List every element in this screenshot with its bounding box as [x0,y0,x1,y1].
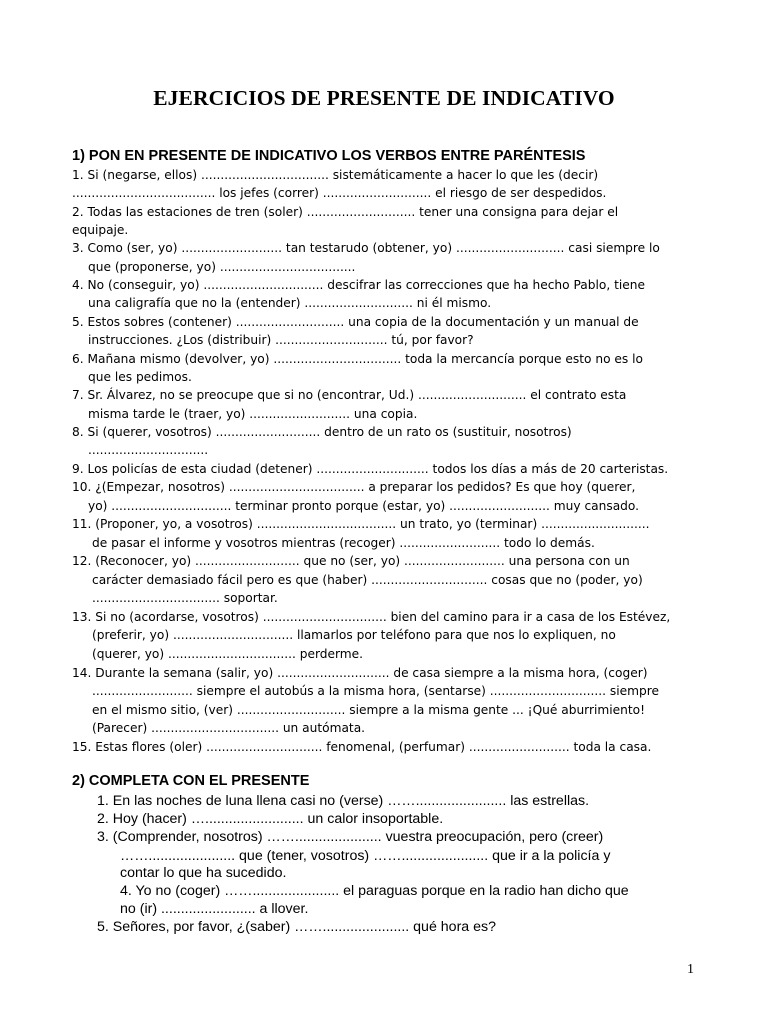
exercise-line: .......................... siempre el autobús a la misma hora, (sentarse) .............................. siempre [92,684,659,698]
exercise-line: 14. Durante la semana (salir, yo) ............................. de casa siempre a la misma hora, (coger) [72,666,648,680]
page-title: EJERCICIOS DE PRESENTE DE INDICATIVO [153,86,615,110]
exercise-line: instrucciones. ¿Los (distribuir) ............................. tú, por favor? [88,333,474,347]
exercise-line: (Parecer) ................................. un autómata. [92,721,366,735]
exercise-line: carácter demasiado fácil pero es que (haber) .............................. cosas que no (poder, yo) [92,573,643,587]
exercise-line: 11. (Proponer, yo, a vosotros) .................................... un trato, yo (terminar) ............................ [72,517,650,531]
exercise-line: de pasar el informe y vosotros mientras (recoger) .......................... todo lo demás. [92,536,595,550]
exercise-line: 2. Todas las estaciones de tren (soler) ............................ tener una consigna para dejar el [72,205,619,219]
exercise-line: 4. Yo no (coger) ……...................... el paraguas porque en la radio han dicho que [120,883,629,899]
exercise-line: misma tarde le (traer, yo) .......................... una copia. [88,407,418,421]
exercise-line: 6. Mañana mismo (devolver, yo) ................................. toda la mercancía porque esto no es lo [72,352,643,366]
section-2-heading: 2) COMPLETA CON EL PRESENTE [72,773,310,789]
exercise-line: 15. Estas flores (oler) .............................. fenomenal, (perfumar) .......................... toda la casa. [72,740,652,754]
exercise-line: 10. ¿(Empezar, nosotros) ................................... a preparar los pedidos? Es que hoy (querer, [72,480,636,494]
exercise-line: ................................. soportar. [92,591,278,605]
exercise-line: en el mismo sitio, (ver) ............................ siempre a la misma gente ... ¡Qué aburrimiento! [92,703,645,717]
exercise-line: 4. No (conseguir, yo) ............................... descifrar las correcciones que ha hecho Pablo, tiene [72,278,645,292]
exercise-line: ............................... [88,443,209,457]
exercise-line: 12. (Reconocer, yo) ........................... que no (ser, yo) .......................... una persona con un [72,554,630,568]
exercise-line: 7. Sr. Álvarez, no se preocupe que si no (encontrar, Ud.) ............................ el contrato esta [72,388,627,402]
exercise-line: 3. (Comprender, nosotros) ……...................... vuestra preocupación, pero (creer) [97,829,604,845]
exercise-line: 8. Si (querer, vosotros) ........................... dentro de un rato os (sustituir, nosotros) [72,425,572,439]
page-number: 1 [687,962,694,977]
exercise-line: 5. Estos sobres (contener) ............................ una copia de la documentación y un manual de [72,315,639,329]
exercise-line: una caligrafía que no la (entender) ............................ ni él mismo. [88,296,492,310]
section-1-heading: 1) PON EN PRESENTE DE INDICATIVO LOS VERBOS ENTRE PARÉNTESIS [72,148,586,164]
exercise-line: (querer, yo) ................................. perderme. [92,647,364,661]
exercise-line: 5. Señores, por favor, ¿(saber) ……...................... qué hora es? [97,919,496,935]
exercise-line: (preferir, yo) ............................... llamarlos por teléfono para que nos lo expliquen, no [92,628,616,642]
exercise-line: 9. Los policías de esta ciudad (detener) ............................. todos los días a más de 20 carteristas. [72,462,669,476]
exercise-line: equipaje. [72,223,129,237]
exercise-line: 2. Hoy (hacer) …......................... un calor insoportable. [97,811,444,827]
exercise-line: contar lo que ha sucedido. [120,865,287,881]
exercise-line: que (proponerse, yo) ................................... [88,260,356,274]
exercise-line: 1. Si (negarse, ellos) ................................. sistemáticamente a hacer lo que les (decir) [72,168,599,182]
exercise-line: ..................................... los jefes (correr) ............................ el riesgo de ser despedidos. [72,186,607,200]
exercise-line: 3. Como (ser, yo) .......................... tan testarudo (obtener, yo) ............................ casi siempre lo [72,241,660,255]
exercise-line: 1. En las noches de luna llena casi no (verse) ……....................... las estrellas. [97,793,590,809]
exercise-line: 13. Si no (acordarse, vosotros) ................................ bien del camino para ir a casa de los Estévez, [72,610,671,624]
exercise-line: que les pedimos. [88,370,192,384]
exercise-line: ……...................... que (tener, vosotros) ……...................... que ir a la policía y [120,848,611,864]
exercise-line: no (ir) ........................ a llover. [120,901,309,917]
exercise-line: yo) ............................... terminar pronto porque (estar, yo) .......................... muy cansado. [88,499,640,513]
